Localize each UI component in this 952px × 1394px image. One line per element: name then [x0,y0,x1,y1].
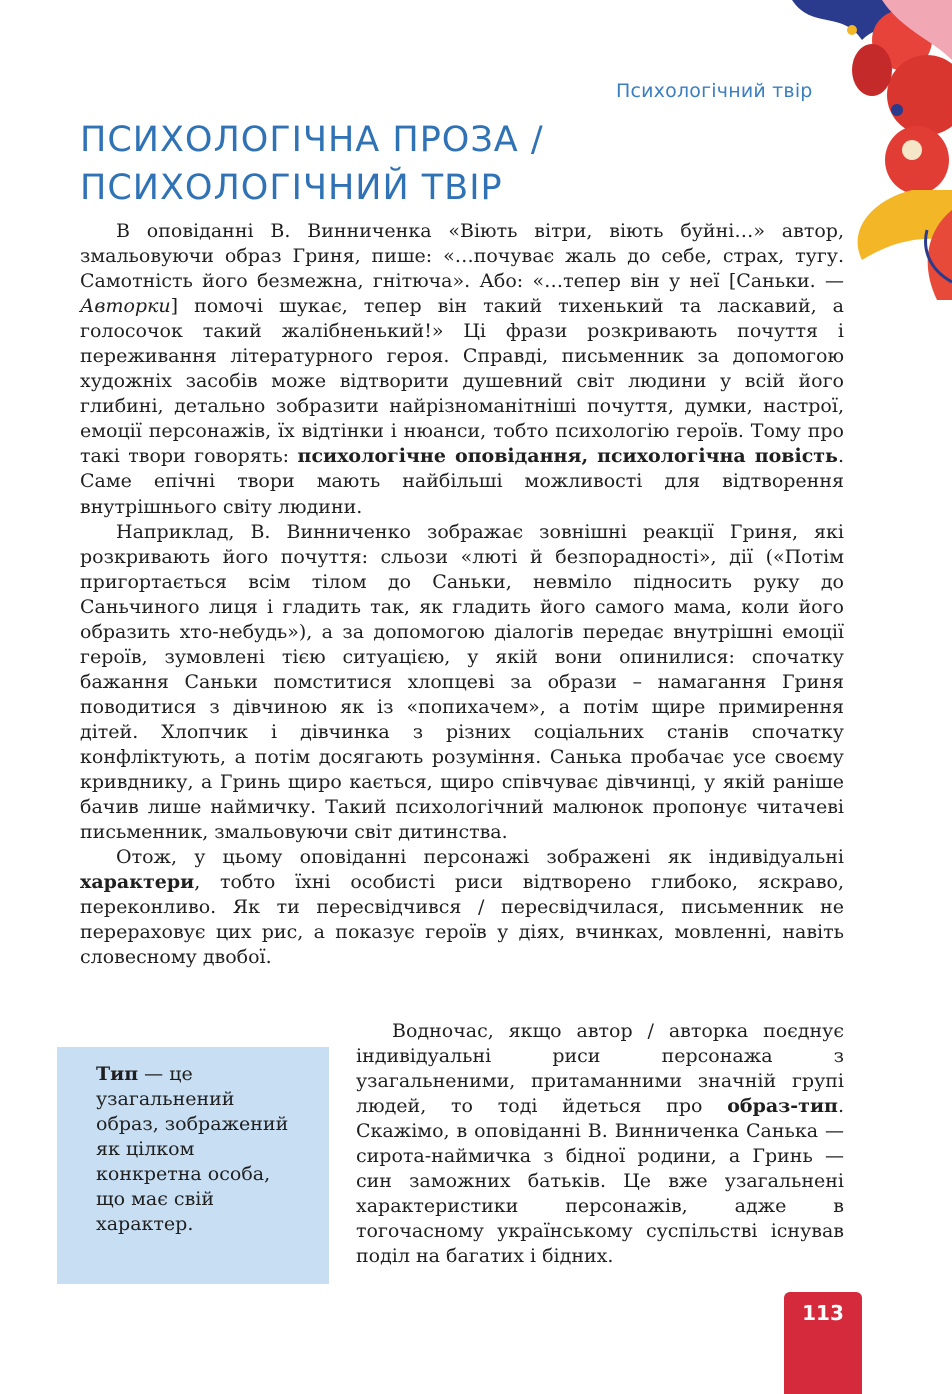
paragraph-2: Наприклад, В. Винниченко зображає зовнішні реакції Гриня, які розкривають його почуття: сльози «люті й безпорадності», дії («Потім пригортається всім тілом до Саньки, невміло підносить руку до Саньчиного лиця і гладить так, як гладить його самого мама, коли його образить хто-небудь»), а за допомогою діалогів передає внутрішні емоції героїв, зумовлені тією ситуацією, у якій вони опинилися: спочатку бажання Саньки помститися хлопцеві за образи – намагання Гриня поводитися з дівчиною як із «попихачем», а потім щире примирення дітей. Хлопчик і дівчинка з різних соціальних станів спочатку конфліктують, а потім досягають розуміння. Санька пробачає усе своєму кривднику, а Гринь щиро кається, щиро співчуває дівчинці, у якій раніше бачив лише наймичку. Такий психологічний малюнок пропонує читачеві письменник, змальовуючи світ дитинства. [80,520,844,844]
title-line-1: ПСИХОЛОГІЧНА ПРОЗА / [80,120,544,160]
page-number: 113 [784,1292,862,1394]
bold-term: характери [80,871,195,894]
paragraph-4: Водночас, якщо автор / авторка поєднує індивідуальні риси персонажа з узагальненими, притаманними значній групі людей, то тоді йдеться про образ-тип. Скажімо, в оповіданні В. Винниченка Санька — сирота-наймичка з бідної родини, а Гринь — син заможних батьків. Це вже узагальнені характеристики персонажів, адже в тогочасному українському суспільстві існував поділ на багатих і бідних. [356,1020,844,1268]
bold-term: психологічне оповідання, психологічна повість [297,445,838,468]
paragraph-3: Отож, у цьому оповіданні персонажі зображені як індивідуальні характери, тобто їхні особисті риси відтворено глибоко, яскраво, переконливо. Як ти пересвідчився / пересвідчилася, письменник не перераховує цих рис, а показує героїв у діях, вчинках, мовленні, навіть словесному двобої. [80,846,844,969]
definition-text: Тип — це узагальнений образ, зображений як цілком конкретна особа, що має свій характер. [96,1063,289,1235]
definition-term: Тип [96,1063,139,1085]
main-text [80,219,844,970]
paragraph-1: В оповіданні В. Винниченка «Віють вітри, віють буйні…» автор, змальовуючи образ Гриня, пише: «…почуває жаль до себе, страх, тугу. Самотність його безмежна, гнітюча». Або: «…тепер він у неї [Саньки. — Авторки] помочі шукає, тепер він такий тихенький та ласкавий, а голосочок такий жалібненький!» Ці фрази розкривають почуття і переживання літературного героя. Справді, письменник за допомогою художніх засобів може відтворити душевний світ людини у всій його глибині, детально зобразити найрізноманітніші почуття, думки, настрої, емоції персонажів, їх відтінки і нюанси, тобто психологію героїв. Тому про такі твори говорять: психологічне оповідання, психологічна повість. Саме епічні твори мають найбільші можливості для відтворення внутрішнього світу людини. [80,220,844,518]
page-title [80,116,544,212]
title-line-2: ПСИХОЛОГІЧНИЙ ТВІР [80,168,503,208]
bold-term: образ-тип [727,1095,838,1118]
running-head: Психологічний твір [616,80,813,102]
italic-note: Авторки [80,295,171,318]
